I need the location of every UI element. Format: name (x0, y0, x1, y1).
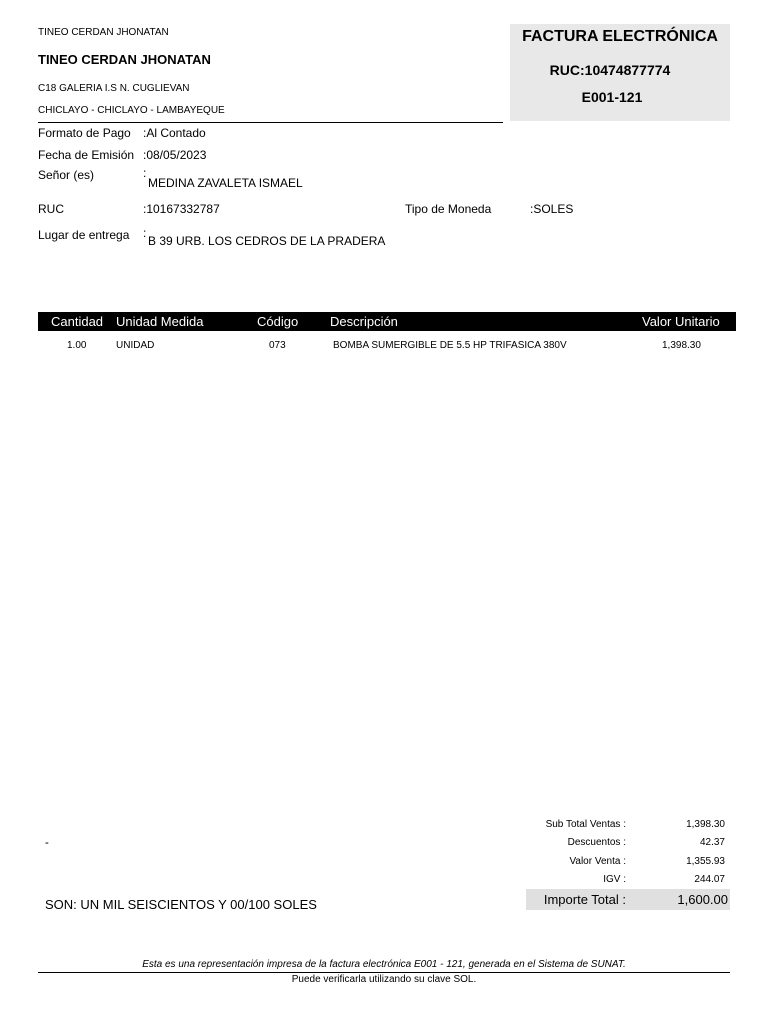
row-code: 073 (269, 340, 286, 351)
client-value: MEDINA ZAVALETA ISMAEL (148, 176, 303, 190)
discount-value: 42.37 (699, 837, 725, 848)
items-table-header (38, 312, 736, 331)
delivery-label: Lugar de entrega (38, 228, 130, 242)
client-ruc-label: RUC (38, 202, 64, 216)
invoice-title: FACTURA ELECTRÓNICA (522, 28, 718, 45)
date-value: :08/05/2023 (143, 148, 207, 162)
sale-value: 1,355.93 (686, 856, 725, 867)
subtotal-value: 1,398.30 (686, 819, 725, 830)
issuer-location: CHICLAYO - CHICLAYO - LAMBAYEQUE (38, 105, 225, 116)
delivery-value: B 39 URB. LOS CEDROS DE LA PRADERA (148, 234, 386, 248)
payment-label: Formato de Pago (38, 126, 131, 140)
col-desc-header: Descripción (330, 314, 398, 329)
client-colon: : (143, 166, 147, 180)
col-price-header: Valor Unitario (642, 314, 720, 329)
col-qty-header: Cantidad (51, 314, 104, 329)
issuer-name: TINEO CERDAN JHONATAN (38, 52, 211, 67)
footer-note: Esta es una representación impresa de la factura electrónica E001 - 121, generada en el Sistema de SUNAT. (142, 959, 626, 970)
footer-divider (38, 972, 730, 973)
currency-label: Tipo de Moneda (405, 202, 492, 216)
igv-label: IGV : (603, 874, 626, 885)
issuer-name-small: TINEO CERDAN JHONATAN (38, 27, 169, 38)
invoice-number: E001-121 (581, 89, 643, 105)
row-price: 1,398.30 (662, 340, 701, 351)
sale-value-label: Valor Venta : (569, 856, 626, 867)
currency-value: :SOLES (530, 202, 574, 216)
col-unit-header: Unidad Medida (116, 314, 204, 329)
subtotal-label: Sub Total Ventas : (545, 819, 626, 830)
date-label: Fecha de Emisión (38, 148, 135, 162)
observations-dash: - (45, 837, 49, 849)
row-unit: UNIDAD (116, 340, 155, 351)
discount-label: Descuentos : (567, 837, 626, 848)
total-label: Importe Total : (543, 892, 626, 907)
header-divider (38, 122, 503, 123)
total-value: 1,600.00 (677, 892, 728, 907)
payment-value: :Al Contado (143, 126, 206, 140)
amount-in-words: SON: UN MIL SEISCIENTOS Y 00/100 SOLES (45, 897, 317, 912)
invoice-ruc: RUC:10474877774 (549, 62, 671, 78)
delivery-colon: : (143, 226, 147, 240)
row-desc: BOMBA SUMERGIBLE DE 5.5 HP TRIFASICA 380V (333, 340, 567, 351)
client-label: Señor (es) (38, 168, 95, 182)
row-qty: 1.00 (67, 340, 87, 351)
footer-verify: Puede verificarla utilizando su clave SOL. (291, 974, 477, 985)
total-box (526, 889, 730, 910)
col-code-header: Código (257, 314, 299, 329)
invoice-id-box (510, 24, 730, 121)
client-ruc-value: :10167332787 (143, 202, 220, 216)
igv-value: 244.07 (694, 874, 725, 885)
issuer-address: C18 GALERIA I.S N. CUGLIEVAN (38, 83, 190, 94)
